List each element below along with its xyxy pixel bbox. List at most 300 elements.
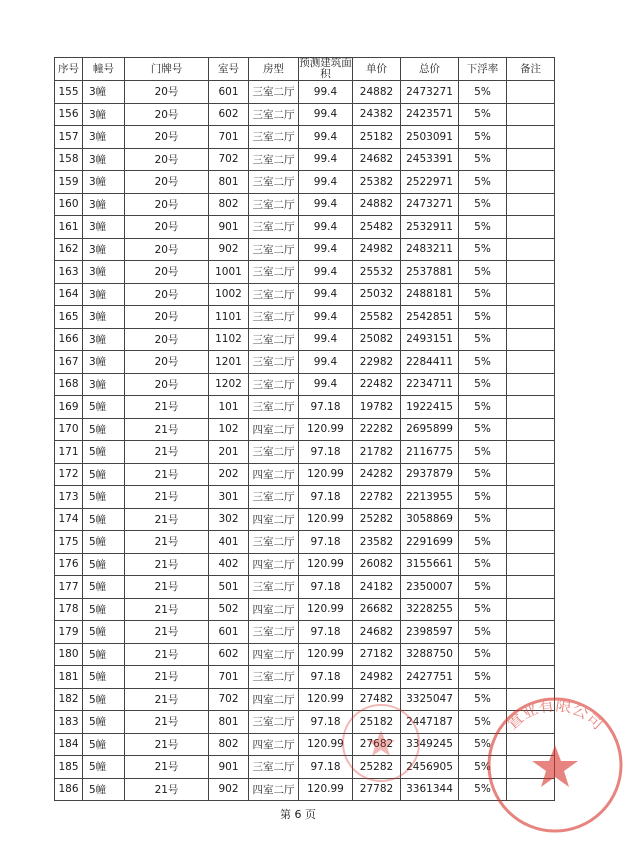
cell-door-number: 21号 <box>125 463 209 486</box>
cell-door-number: 20号 <box>125 171 209 194</box>
cell-remark <box>507 216 555 239</box>
cell-unit-price: 26082 <box>353 553 401 576</box>
cell-remark <box>507 486 555 509</box>
cell-layout: 三室二厅 <box>249 171 299 194</box>
cell-index: 176 <box>55 553 83 576</box>
cell-total-price: 3155661 <box>401 553 459 576</box>
cell-room: 601 <box>209 621 249 644</box>
cell-building: 3幢 <box>83 373 125 396</box>
cell-index: 179 <box>55 621 83 644</box>
cell-area: 97.18 <box>299 756 353 779</box>
cell-area: 120.99 <box>299 643 353 666</box>
cell-index: 181 <box>55 666 83 689</box>
cell-unit-price: 26682 <box>353 598 401 621</box>
table-row <box>55 531 555 554</box>
cell-door-number: 21号 <box>125 418 209 441</box>
cell-discount: 5% <box>459 598 507 621</box>
cell-layout: 三室二厅 <box>249 328 299 351</box>
cell-room: 802 <box>209 733 249 756</box>
cell-area: 99.4 <box>299 306 353 329</box>
cell-layout: 三室二厅 <box>249 486 299 509</box>
cell-layout: 三室二厅 <box>249 666 299 689</box>
cell-building: 5幢 <box>83 756 125 779</box>
cell-remark <box>507 103 555 126</box>
table-row <box>55 103 555 126</box>
cell-area: 97.18 <box>299 441 353 464</box>
table-header-row <box>55 58 555 81</box>
cell-building: 3幢 <box>83 328 125 351</box>
cell-remark <box>507 261 555 284</box>
cell-index: 174 <box>55 508 83 531</box>
cell-layout: 三室二厅 <box>249 621 299 644</box>
cell-room: 902 <box>209 778 249 801</box>
cell-layout: 四室二厅 <box>249 508 299 531</box>
header-cell: 备注 <box>507 58 555 81</box>
cell-total-price: 2542851 <box>401 306 459 329</box>
cell-index: 186 <box>55 778 83 801</box>
cell-remark <box>507 396 555 419</box>
cell-building: 3幢 <box>83 216 125 239</box>
table-row <box>55 373 555 396</box>
cell-building: 5幢 <box>83 531 125 554</box>
cell-door-number: 21号 <box>125 643 209 666</box>
cell-unit-price: 25032 <box>353 283 401 306</box>
cell-unit-price: 24282 <box>353 463 401 486</box>
cell-unit-price: 25082 <box>353 328 401 351</box>
table-row <box>55 216 555 239</box>
cell-layout: 三室二厅 <box>249 373 299 396</box>
cell-door-number: 21号 <box>125 441 209 464</box>
cell-area: 97.18 <box>299 486 353 509</box>
cell-area: 99.4 <box>299 373 353 396</box>
cell-unit-price: 25182 <box>353 126 401 149</box>
cell-room: 1002 <box>209 283 249 306</box>
table-row <box>55 81 555 104</box>
cell-room: 502 <box>209 598 249 621</box>
cell-area: 97.18 <box>299 531 353 554</box>
cell-door-number: 21号 <box>125 621 209 644</box>
cell-door-number: 21号 <box>125 576 209 599</box>
cell-area: 99.4 <box>299 148 353 171</box>
cell-building: 5幢 <box>83 688 125 711</box>
cell-room: 401 <box>209 531 249 554</box>
cell-area: 120.99 <box>299 508 353 531</box>
cell-room: 301 <box>209 486 249 509</box>
cell-door-number: 21号 <box>125 531 209 554</box>
table-row <box>55 351 555 374</box>
table-row <box>55 621 555 644</box>
cell-index: 183 <box>55 711 83 734</box>
cell-area: 99.4 <box>299 238 353 261</box>
cell-total-price: 2473271 <box>401 193 459 216</box>
cell-index: 172 <box>55 463 83 486</box>
cell-total-price: 2291699 <box>401 531 459 554</box>
cell-unit-price: 27182 <box>353 643 401 666</box>
cell-total-price: 3325047 <box>401 688 459 711</box>
cell-layout: 三室二厅 <box>249 351 299 374</box>
table-row <box>55 598 555 621</box>
cell-remark <box>507 666 555 689</box>
cell-remark <box>507 126 555 149</box>
cell-area: 97.18 <box>299 621 353 644</box>
cell-remark <box>507 463 555 486</box>
cell-index: 175 <box>55 531 83 554</box>
cell-building: 5幢 <box>83 711 125 734</box>
cell-remark <box>507 238 555 261</box>
cell-area: 99.4 <box>299 261 353 284</box>
cell-index: 160 <box>55 193 83 216</box>
cell-discount: 5% <box>459 373 507 396</box>
cell-unit-price: 27482 <box>353 688 401 711</box>
cell-layout: 四室二厅 <box>249 418 299 441</box>
cell-door-number: 21号 <box>125 688 209 711</box>
header-cell: 房型 <box>249 58 299 81</box>
cell-door-number: 20号 <box>125 238 209 261</box>
cell-unit-price: 22782 <box>353 486 401 509</box>
cell-building: 3幢 <box>83 306 125 329</box>
cell-building: 5幢 <box>83 508 125 531</box>
cell-room: 201 <box>209 441 249 464</box>
cell-discount: 5% <box>459 643 507 666</box>
cell-building: 5幢 <box>83 621 125 644</box>
table-row <box>55 711 555 734</box>
cell-index: 167 <box>55 351 83 374</box>
cell-unit-price: 22482 <box>353 373 401 396</box>
cell-total-price: 2937879 <box>401 463 459 486</box>
cell-area: 120.99 <box>299 463 353 486</box>
cell-discount: 5% <box>459 103 507 126</box>
cell-layout: 三室二厅 <box>249 396 299 419</box>
cell-discount: 5% <box>459 306 507 329</box>
cell-remark <box>507 81 555 104</box>
cell-room: 101 <box>209 396 249 419</box>
cell-room: 801 <box>209 711 249 734</box>
cell-area: 120.99 <box>299 733 353 756</box>
cell-area: 97.18 <box>299 666 353 689</box>
cell-door-number: 21号 <box>125 756 209 779</box>
cell-total-price: 2453391 <box>401 148 459 171</box>
cell-total-price: 3288750 <box>401 643 459 666</box>
table-row <box>55 463 555 486</box>
cell-index: 163 <box>55 261 83 284</box>
cell-index: 177 <box>55 576 83 599</box>
cell-area: 97.18 <box>299 396 353 419</box>
table-body <box>55 81 555 801</box>
cell-total-price: 2213955 <box>401 486 459 509</box>
table-row <box>55 486 555 509</box>
table-row <box>55 261 555 284</box>
cell-remark <box>507 193 555 216</box>
cell-building: 3幢 <box>83 261 125 284</box>
cell-layout: 三室二厅 <box>249 441 299 464</box>
cell-total-price: 3228255 <box>401 598 459 621</box>
cell-room: 901 <box>209 216 249 239</box>
cell-room: 501 <box>209 576 249 599</box>
cell-index: 184 <box>55 733 83 756</box>
cell-building: 5幢 <box>83 553 125 576</box>
cell-door-number: 20号 <box>125 193 209 216</box>
cell-unit-price: 22282 <box>353 418 401 441</box>
cell-unit-price: 25382 <box>353 171 401 194</box>
cell-total-price: 2427751 <box>401 666 459 689</box>
cell-remark <box>507 621 555 644</box>
cell-unit-price: 23582 <box>353 531 401 554</box>
header-cell: 门牌号 <box>125 58 209 81</box>
cell-total-price: 2695899 <box>401 418 459 441</box>
cell-room: 1001 <box>209 261 249 284</box>
cell-remark <box>507 756 555 779</box>
cell-discount: 5% <box>459 441 507 464</box>
table-row <box>55 688 555 711</box>
cell-door-number: 20号 <box>125 283 209 306</box>
cell-door-number: 20号 <box>125 81 209 104</box>
cell-area: 99.4 <box>299 81 353 104</box>
cell-room: 602 <box>209 103 249 126</box>
cell-layout: 三室二厅 <box>249 193 299 216</box>
cell-remark <box>507 373 555 396</box>
cell-remark <box>507 576 555 599</box>
cell-room: 102 <box>209 418 249 441</box>
cell-total-price: 2447187 <box>401 711 459 734</box>
cell-area: 120.99 <box>299 598 353 621</box>
cell-room: 702 <box>209 148 249 171</box>
cell-total-price: 2473271 <box>401 81 459 104</box>
cell-area: 99.4 <box>299 126 353 149</box>
cell-remark <box>507 351 555 374</box>
cell-door-number: 20号 <box>125 103 209 126</box>
table-row <box>55 643 555 666</box>
cell-remark <box>507 733 555 756</box>
housing-price-table <box>54 57 555 801</box>
cell-index: 171 <box>55 441 83 464</box>
cell-door-number: 21号 <box>125 733 209 756</box>
cell-unit-price: 24882 <box>353 193 401 216</box>
cell-index: 161 <box>55 216 83 239</box>
cell-door-number: 20号 <box>125 351 209 374</box>
header-cell: 室号 <box>209 58 249 81</box>
cell-layout: 四室二厅 <box>249 733 299 756</box>
cell-total-price: 2234711 <box>401 373 459 396</box>
cell-room: 701 <box>209 126 249 149</box>
cell-index: 169 <box>55 396 83 419</box>
header-cell: 单价 <box>353 58 401 81</box>
cell-door-number: 21号 <box>125 553 209 576</box>
cell-index: 162 <box>55 238 83 261</box>
table-row <box>55 441 555 464</box>
cell-total-price: 2532911 <box>401 216 459 239</box>
cell-discount: 5% <box>459 418 507 441</box>
table-row <box>55 126 555 149</box>
cell-unit-price: 24982 <box>353 238 401 261</box>
cell-total-price: 2493151 <box>401 328 459 351</box>
cell-remark <box>507 441 555 464</box>
cell-unit-price: 19782 <box>353 396 401 419</box>
cell-remark <box>507 171 555 194</box>
cell-discount: 5% <box>459 733 507 756</box>
cell-discount: 5% <box>459 486 507 509</box>
table-row <box>55 396 555 419</box>
cell-unit-price: 25582 <box>353 306 401 329</box>
cell-unit-price: 21782 <box>353 441 401 464</box>
cell-area: 99.4 <box>299 103 353 126</box>
cell-door-number: 20号 <box>125 328 209 351</box>
header-cell: 序号 <box>55 58 83 81</box>
cell-building: 3幢 <box>83 148 125 171</box>
cell-unit-price: 24882 <box>353 81 401 104</box>
cell-room: 601 <box>209 81 249 104</box>
cell-discount: 5% <box>459 193 507 216</box>
table-row <box>55 306 555 329</box>
cell-layout: 四室二厅 <box>249 463 299 486</box>
cell-unit-price: 25532 <box>353 261 401 284</box>
cell-total-price: 3361344 <box>401 778 459 801</box>
cell-total-price: 3349245 <box>401 733 459 756</box>
cell-discount: 5% <box>459 508 507 531</box>
cell-index: 170 <box>55 418 83 441</box>
cell-discount: 5% <box>459 238 507 261</box>
cell-room: 702 <box>209 688 249 711</box>
cell-total-price: 2488181 <box>401 283 459 306</box>
cell-remark <box>507 508 555 531</box>
cell-door-number: 21号 <box>125 711 209 734</box>
cell-area: 99.4 <box>299 193 353 216</box>
cell-room: 402 <box>209 553 249 576</box>
cell-door-number: 21号 <box>125 666 209 689</box>
cell-layout: 三室二厅 <box>249 126 299 149</box>
cell-building: 5幢 <box>83 396 125 419</box>
cell-discount: 5% <box>459 216 507 239</box>
cell-door-number: 20号 <box>125 306 209 329</box>
cell-remark <box>507 283 555 306</box>
cell-index: 157 <box>55 126 83 149</box>
cell-index: 155 <box>55 81 83 104</box>
cell-building: 3幢 <box>83 81 125 104</box>
cell-discount: 5% <box>459 148 507 171</box>
cell-index: 158 <box>55 148 83 171</box>
cell-building: 3幢 <box>83 351 125 374</box>
header-cell: 总价 <box>401 58 459 81</box>
cell-layout: 三室二厅 <box>249 576 299 599</box>
cell-discount: 5% <box>459 666 507 689</box>
cell-room: 1201 <box>209 351 249 374</box>
cell-door-number: 20号 <box>125 148 209 171</box>
cell-discount: 5% <box>459 688 507 711</box>
cell-door-number: 21号 <box>125 778 209 801</box>
cell-total-price: 1922415 <box>401 396 459 419</box>
cell-door-number: 20号 <box>125 216 209 239</box>
table-row <box>55 328 555 351</box>
cell-remark <box>507 531 555 554</box>
cell-layout: 四室二厅 <box>249 778 299 801</box>
cell-room: 602 <box>209 643 249 666</box>
cell-layout: 三室二厅 <box>249 711 299 734</box>
cell-building: 5幢 <box>83 441 125 464</box>
table-row <box>55 238 555 261</box>
cell-unit-price: 25282 <box>353 756 401 779</box>
cell-area: 99.4 <box>299 216 353 239</box>
cell-building: 5幢 <box>83 666 125 689</box>
header-cell: 预测建筑面积 <box>299 57 352 80</box>
cell-unit-price: 24982 <box>353 666 401 689</box>
cell-door-number: 20号 <box>125 261 209 284</box>
cell-building: 3幢 <box>83 238 125 261</box>
cell-total-price: 2522971 <box>401 171 459 194</box>
cell-layout: 四室二厅 <box>249 643 299 666</box>
cell-discount: 5% <box>459 576 507 599</box>
cell-discount: 5% <box>459 261 507 284</box>
cell-discount: 5% <box>459 81 507 104</box>
cell-remark <box>507 688 555 711</box>
cell-building: 5幢 <box>83 463 125 486</box>
cell-remark <box>507 598 555 621</box>
cell-total-price: 2537881 <box>401 261 459 284</box>
cell-building: 5幢 <box>83 778 125 801</box>
cell-index: 168 <box>55 373 83 396</box>
cell-discount: 5% <box>459 778 507 801</box>
cell-room: 202 <box>209 463 249 486</box>
table-row <box>55 553 555 576</box>
cell-layout: 三室二厅 <box>249 306 299 329</box>
cell-area: 97.18 <box>299 576 353 599</box>
cell-room: 802 <box>209 193 249 216</box>
cell-layout: 三室二厅 <box>249 148 299 171</box>
cell-room: 1202 <box>209 373 249 396</box>
header-cell: 下浮率 <box>459 58 507 81</box>
cell-layout: 三室二厅 <box>249 216 299 239</box>
cell-remark <box>507 778 555 801</box>
cell-room: 701 <box>209 666 249 689</box>
cell-building: 3幢 <box>83 126 125 149</box>
cell-layout: 四室二厅 <box>249 553 299 576</box>
table-row <box>55 733 555 756</box>
cell-unit-price: 27782 <box>353 778 401 801</box>
cell-index: 173 <box>55 486 83 509</box>
cell-area: 120.99 <box>299 778 353 801</box>
cell-area: 99.4 <box>299 171 353 194</box>
cell-building: 5幢 <box>83 733 125 756</box>
cell-door-number: 20号 <box>125 373 209 396</box>
cell-discount: 5% <box>459 396 507 419</box>
cell-unit-price: 22982 <box>353 351 401 374</box>
table-row <box>55 508 555 531</box>
cell-layout: 四室二厅 <box>249 598 299 621</box>
cell-discount: 5% <box>459 328 507 351</box>
cell-unit-price: 24382 <box>353 103 401 126</box>
cell-total-price: 2350007 <box>401 576 459 599</box>
cell-layout: 三室二厅 <box>249 238 299 261</box>
cell-index: 165 <box>55 306 83 329</box>
cell-discount: 5% <box>459 351 507 374</box>
cell-index: 185 <box>55 756 83 779</box>
cell-index: 178 <box>55 598 83 621</box>
cell-discount: 5% <box>459 171 507 194</box>
cell-door-number: 21号 <box>125 396 209 419</box>
cell-index: 166 <box>55 328 83 351</box>
cell-remark <box>507 306 555 329</box>
cell-discount: 5% <box>459 553 507 576</box>
cell-discount: 5% <box>459 756 507 779</box>
cell-room: 302 <box>209 508 249 531</box>
cell-area: 120.99 <box>299 418 353 441</box>
cell-door-number: 21号 <box>125 486 209 509</box>
cell-total-price: 2483211 <box>401 238 459 261</box>
cell-area: 99.4 <box>299 328 353 351</box>
cell-index: 164 <box>55 283 83 306</box>
table-row <box>55 171 555 194</box>
table-row <box>55 756 555 779</box>
cell-total-price: 3058869 <box>401 508 459 531</box>
cell-building: 3幢 <box>83 103 125 126</box>
